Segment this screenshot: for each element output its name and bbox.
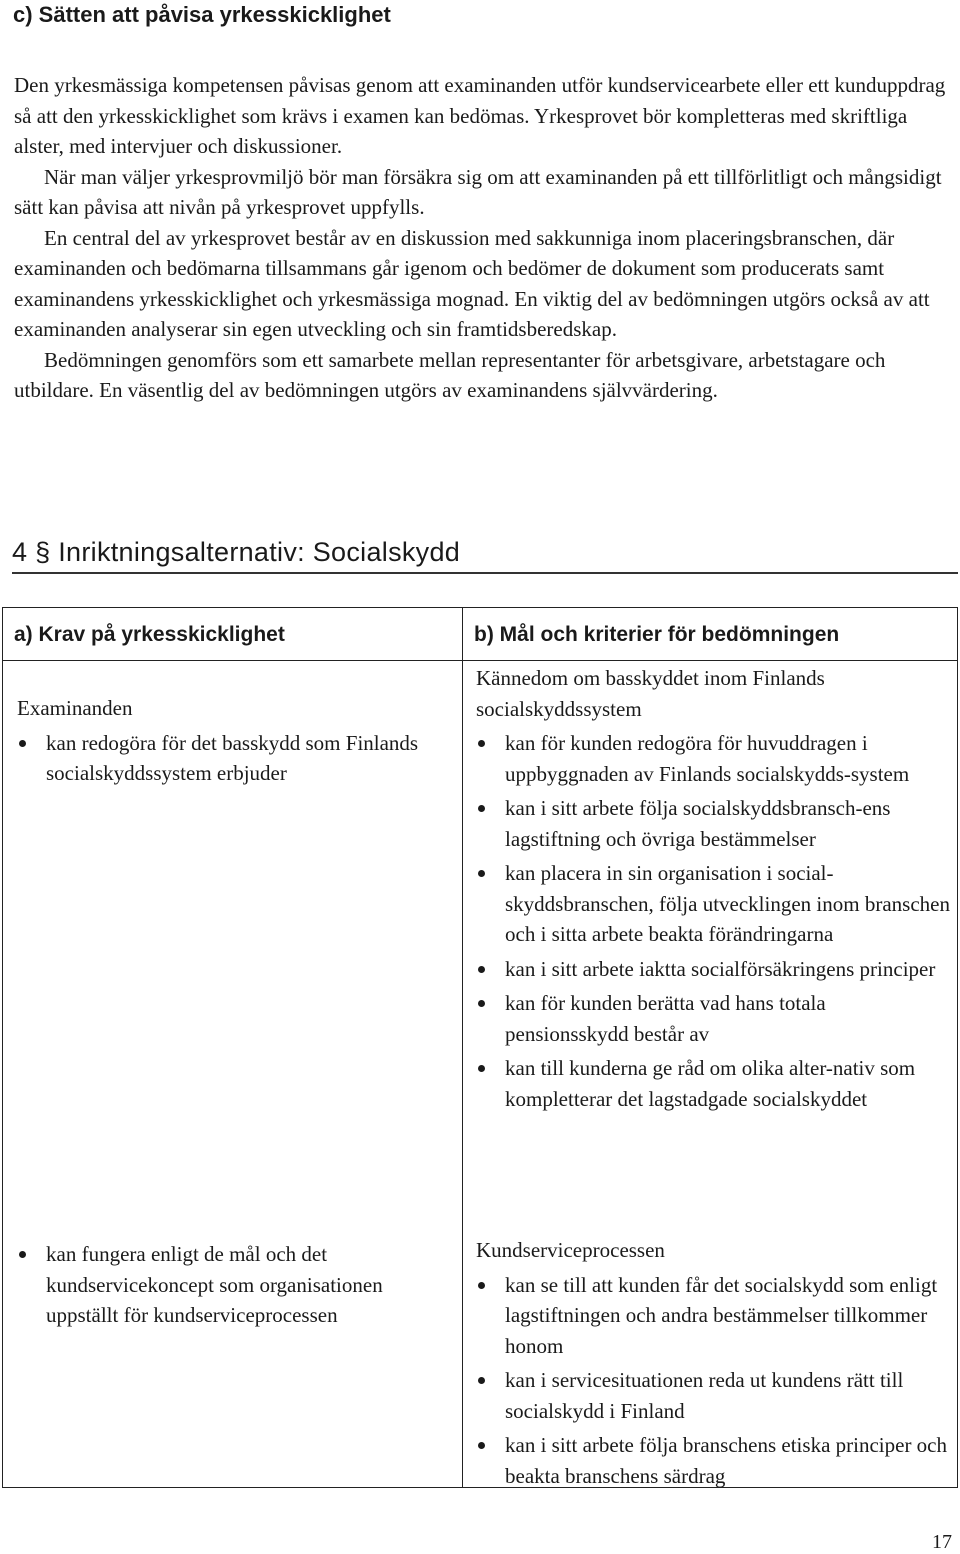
section-c-body — [14, 70, 949, 406]
list-item: kan i servicesituationen reda ut kundens rätt till socialskydd i Finland — [476, 1365, 951, 1426]
list-item: kan för kunden berätta vad hans totala pensionsskydd består av — [476, 988, 951, 1049]
column-a-subject: Examinanden — [17, 696, 133, 720]
column-divider — [462, 608, 463, 1487]
list-item: kan i sitt arbete följa branschens etiska principer och beakta branschens särdrag — [476, 1430, 951, 1491]
group-title: Kännedom om basskyddet inom Finlands socialskyddssystem — [476, 666, 825, 721]
paragraph: En central del av yrkesprovet består av en diskussion med sakkunniga inom placeringsbranschen, där examinanden och bedömarna tillsammans går igenom och bedömer de dokument som producerats samt examinandens yrkesskicklighet och yrkesmässiga mognad. En viktig del av bedömningen utgörs också av att examinanden analyserar sin egen utveckling och sin framtidsberedskap. — [14, 225, 930, 341]
section-heading — [12, 532, 958, 574]
paragraph: När man väljer yrkesprovmiljö bör man försäkra sig om att examinanden på ett tillförlitligt och mångsidigt sätt kan påvisa att nivån på yrkesprovet uppfylls. — [14, 164, 942, 219]
requirements-table — [2, 607, 958, 1488]
list-item: kan se till att kunden får det socialskydd som enligt lagstiftningen och andra bestämmelser tillkommer honom — [476, 1270, 951, 1362]
list-item: kan till kunderna ge råd om olika alter-nativ som kompletterar det lagstadgade socialskyddet — [476, 1053, 951, 1114]
paragraph: Bedömningen genomförs som ett samarbete mellan representanter för arbetsgivare, arbetstagare och utbildare. En väsentlig del av bedömningen utgörs av examinandens självvärdering. — [14, 347, 886, 402]
list-item: kan redogöra för det basskydd som Finlands socialskyddssystem erbjuder — [17, 728, 447, 789]
paragraph: Den yrkesmässiga kompetensen påvisas genom att examinanden utför kundservicearbete eller ett kunduppdrag så att den yrkesskicklighet som krävs i examen kan bedömas. Yrkesprovet bör kompletteras med skriftliga alster, med intervjuer och diskussioner. — [14, 73, 946, 158]
list-item: kan i sitt arbete iaktta socialförsäkringens principer — [476, 954, 951, 985]
column-a-group-2 — [17, 1239, 447, 1331]
group-title: Kundserviceprocessen — [476, 1238, 665, 1262]
list-item: kan för kunden redogöra för huvuddragen i uppbyggnaden av Finlands socialskydds-system — [476, 728, 951, 789]
column-a-group-1 — [17, 693, 447, 789]
page-number: 17 — [932, 1531, 952, 1553]
list-item: kan placera in sin organisation i social-skyddsbranschen, följa utvecklingen inom branschen och i sitta arbete beakta förändringarna — [476, 858, 951, 950]
column-b-heading: b) Mål och kriterier för bedömningen — [474, 623, 840, 646]
section-c-title: c) Sätten att påvisa yrkesskicklighet — [13, 2, 391, 27]
column-b-group-1 — [476, 663, 951, 1114]
list-item: kan fungera enligt de mål och det kundservicekoncept som organisationen uppställt för kundserviceprocessen — [17, 1239, 447, 1331]
header-divider — [3, 660, 957, 661]
section-heading-text: 4 § Inriktningsalternativ: Socialskydd — [12, 537, 461, 567]
column-b-group-2 — [476, 1235, 951, 1491]
column-a-heading: a) Krav på yrkesskicklighet — [14, 623, 285, 646]
list-item: kan i sitt arbete följa socialskyddsbransch-ens lagstiftning och övriga bestämmelser — [476, 793, 951, 854]
